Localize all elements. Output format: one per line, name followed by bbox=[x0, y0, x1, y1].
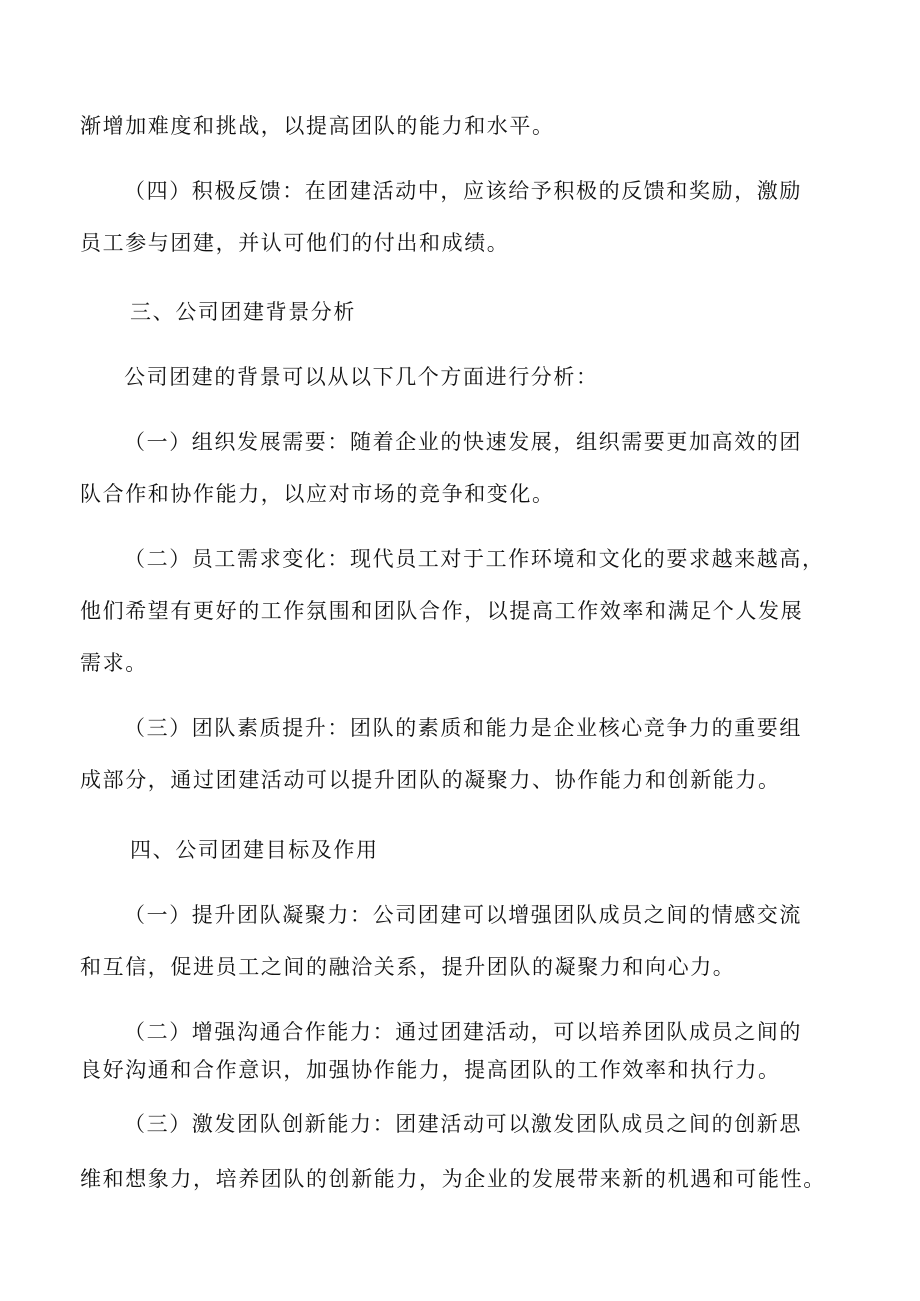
paragraph-line: （二）增强沟通合作能力：通过团建活动，可以培养团队成员之间的 bbox=[124, 1020, 802, 1044]
paragraph-line: 他们希望有更好的工作氛围和团队合作，以提高工作效率和满足个人发展 bbox=[80, 599, 804, 623]
paragraph-line: 渐增加难度和挑战，以提高团队的能力和水平。 bbox=[80, 114, 555, 138]
paragraph-line: 员工参与团建，并认可他们的付出和成绩。 bbox=[80, 231, 510, 255]
section-heading: 四、公司团建目标及作用 bbox=[130, 838, 379, 862]
paragraph-line: 公司团建的背景可以从以下几个方面进行分析： bbox=[124, 365, 599, 389]
paragraph-line: 队合作和协作能力，以应对市场的竞争和变化。 bbox=[80, 482, 555, 506]
paragraph-line: 良好沟通和合作意识，加强协作能力，提高团队的工作效率和执行力。 bbox=[80, 1058, 781, 1082]
paragraph-line: （三）激发团队创新能力：团建活动可以激发团队成员之间的创新思 bbox=[124, 1112, 802, 1136]
paragraph-line: （三）团队素质提升：团队的素质和能力是企业核心竞争力的重要组 bbox=[124, 716, 802, 740]
paragraph-line: 成部分，通过团建活动可以提升团队的凝聚力、协作能力和创新能力。 bbox=[80, 768, 781, 792]
paragraph-line: （四）积极反馈：在团建活动中，应该给予积极的反馈和奖励，激励 bbox=[124, 179, 802, 203]
paragraph-line: 需求。 bbox=[80, 651, 148, 675]
paragraph-line: （二）员工需求变化：现代员工对于工作环境和文化的要求越来越高， bbox=[124, 547, 825, 571]
paragraph-line: 维和想象力，培养团队的创新能力，为企业的发展带来新的机遇和可能性。 bbox=[80, 1167, 826, 1191]
section-heading: 三、公司团建背景分析 bbox=[130, 300, 356, 324]
paragraph-line: （一）组织发展需要：随着企业的快速发展，组织需要更加高效的团 bbox=[124, 430, 802, 454]
paragraph-line: （一）提升团队凝聚力：公司团建可以增强团队成员之间的情感交流 bbox=[124, 903, 802, 927]
paragraph-line: 和互信，促进员工之间的融洽关系，提升团队的凝聚力和向心力。 bbox=[80, 955, 736, 979]
